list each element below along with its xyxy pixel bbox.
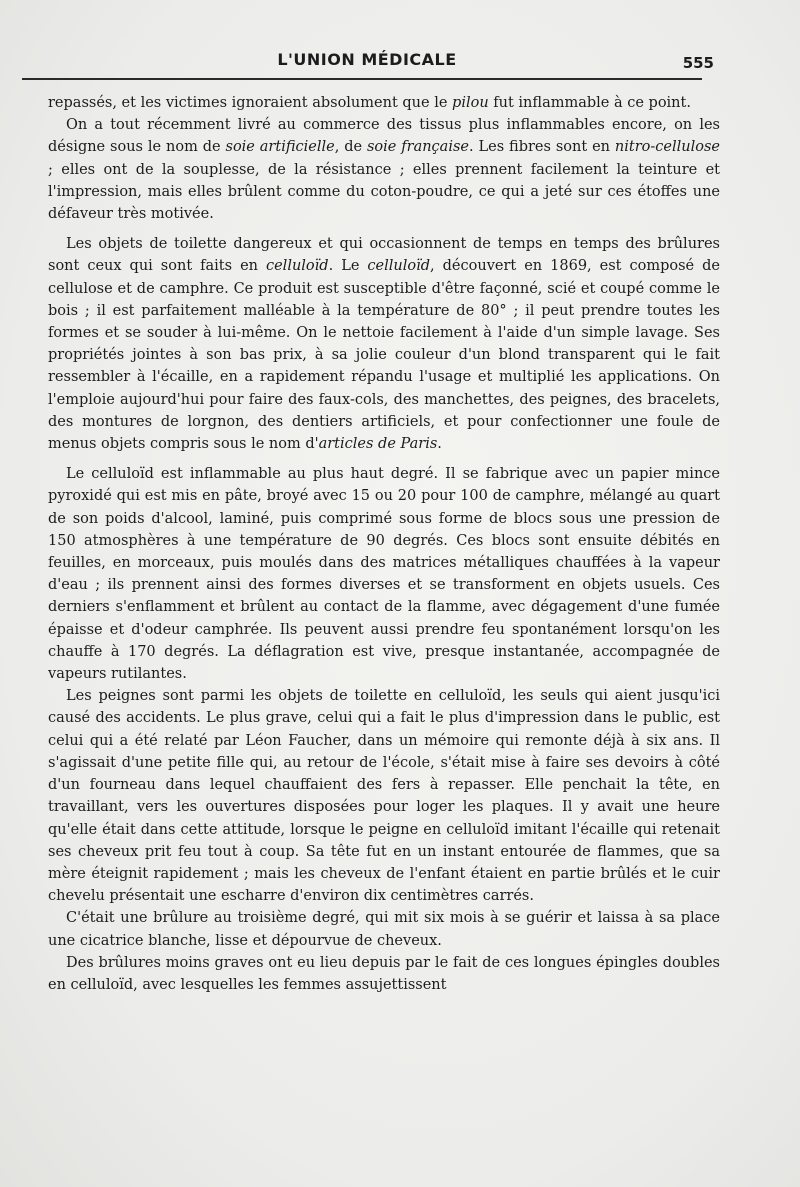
text-run: , découvert en 1869, est composé de cellulose et de camphre. Ce produit est susceptible d'être façonné, scié et coupé comme le bois ; il est parfaitement malléable à la température de 80° ; il peut prendre toutes les formes et se souder à lui-même. On le nettoie facilement à l'aide d'un simple lavage. Ses propriétés jointes à son bas prix, à sa jolie couleur d'un blond transparent qui le fait ressembler à l'écaille, en a rapidement répandu l'usage et multiplié les applications. On l'emploie aujourd'hui pour faire des faux-cols, des manchettes, des peignes, des bracelets, des montures de lorgnon, des dentiers artificiels, et pour confectionner une foule de menus objets compris sous le nom d' bbox=[48, 258, 720, 453]
italic-term: pilou bbox=[452, 95, 489, 111]
paragraph bbox=[48, 92, 720, 114]
italic-term: articles de Paris bbox=[318, 436, 438, 453]
running-title: L'UNION MÉDICALE bbox=[277, 50, 457, 69]
italic-term: celluloïd bbox=[367, 258, 431, 275]
paragraph bbox=[48, 233, 720, 455]
italic-term: soie française bbox=[366, 139, 469, 156]
text-run: Les objets de toilette dangereux et qui occasionnent de temps en temps des brûlures sont ceux qui sont faits en bbox=[48, 236, 720, 275]
text-run: ; elles ont de la souplesse, de la résistance ; elles prennent facilement la teinture et l'impression, mais elles brûlent comme du coton-poudre, ce qui a jeté sur ces étoffes une défaveur très motivée. bbox=[48, 161, 720, 223]
paragraph bbox=[48, 114, 720, 225]
text-run: Les peignes sont parmi les objets de toilette en celluloïd, les seuls qui aient jusqu'ici causé des accidents. Le plus grave, celui qui a fait le plus d'impression dans le public, est celui qui a été relaté par Léon Faucher, dans un mémoire qui remonte déjà à six ans. Il s'agissait d'une petite fille qui, au retour de l'école, s'était mise à faire ses devoirs à côté d'un fourneau dans lequel chauffaient des fers à repasser. Elle penchait la tête, en travaillant, vers les ouvertures disposées pour loger les plaques. Il y avait une heure qu'elle était dans cette attitude, lorsque le peigne en celluloïd imitant l'écaille qui retenait ses cheveux prit feu tout à coup. Sa tête fut en un instant entourée de flammes, que sa mère éteignit rapidement ; mais les cheveux de l'enfant étaient en partie brûlés et le cuir chevelu présentait une escharre d'environ dix centimètres carrés. bbox=[48, 688, 720, 905]
text-run: . Les fibres sont en bbox=[468, 139, 615, 156]
text-run: repassés, et les victimes ignoraient absolument que le bbox=[48, 95, 453, 111]
text-run: Le celluloïd est inflammable au plus haut degré. Il se fabrique avec un papier mince pyroxidé qui est mis en pâte, broyé avec 15 ou 20 pour 100 de camphre, mélangé au quart de son poids d'alcool, laminé, puis comprimé sous forme de blocs sous une pression de 150 atmosphères à une température de 90 degrés. Ces blocs sont ensuite débités en feuilles, en morceaux, puis moulés dans des matrices métalliques chauffées à la vapeur d'eau ; ils prennent ainsi des formes diverses et se transforment en objets usuels. Ces derniers s'enflamment et brûlent au contact de la flamme, avec dégagement d'une fumée épaisse et d'odeur camphrée. Ils peuvent aussi prendre feu spontanément lorsqu'on les chauffe à 170 degrés. La déflagration est vive, presque instantanée, accompagnée de vapeurs rutilantes. bbox=[48, 466, 720, 683]
text-run: C'était une brûlure au troisième degré, qui mit six mois à se guérir et laissa à sa place une cicatrice blanche, lisse et dépourvue de cheveux. bbox=[48, 910, 720, 949]
header-rule bbox=[22, 78, 702, 80]
page-number: 555 bbox=[682, 54, 714, 72]
text-run: On a tout récemment livré au commerce des tissus plus inflammables encore, on les désigne sous le nom de bbox=[48, 117, 720, 156]
paragraph bbox=[48, 463, 720, 685]
paragraph bbox=[48, 685, 720, 907]
italic-term: soie artificielle bbox=[225, 139, 335, 156]
italic-term: celluloïd bbox=[265, 258, 329, 275]
text-run: , de bbox=[334, 139, 367, 156]
text-run: Des brûlures moins graves ont eu lieu depuis par le fait de ces longues épingles doubles en celluloïd, avec lesquelles les femmes assujettissent bbox=[48, 954, 720, 993]
paragraph bbox=[48, 907, 720, 951]
text-run: . Le bbox=[328, 258, 368, 275]
article-body bbox=[48, 92, 720, 996]
text-run: fut inflammable à ce point. bbox=[488, 95, 691, 111]
paragraph bbox=[48, 952, 720, 996]
italic-term: nitro-cellulose bbox=[614, 139, 720, 156]
page-header bbox=[22, 46, 712, 76]
text-run: . bbox=[437, 436, 442, 453]
